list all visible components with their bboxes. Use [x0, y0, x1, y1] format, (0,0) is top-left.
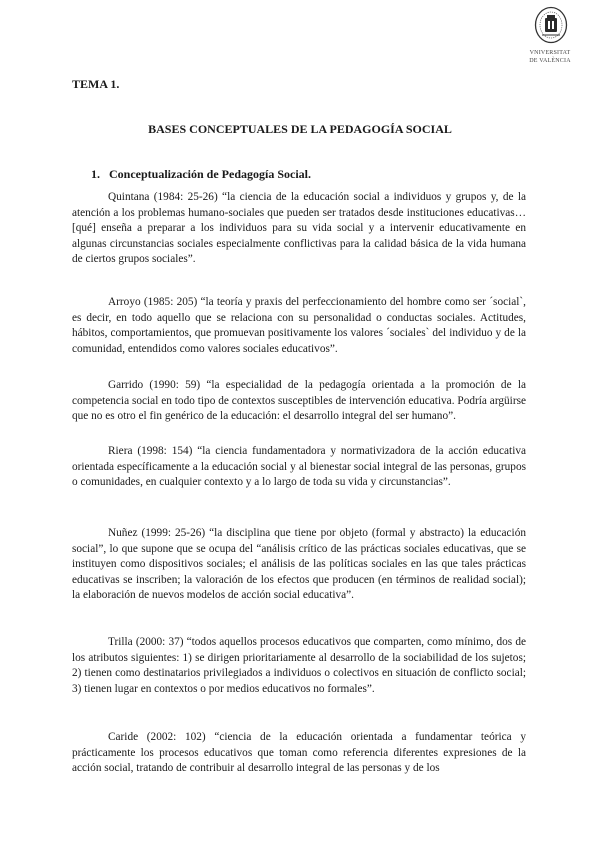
chapter-heading: TEMA 1.	[72, 77, 120, 91]
definition-paragraph: Riera (1998: 154) “la ciencia fundamentadora y normativizadora de la acción educativa orientada específicamente a la educación social y al bienestar social integral de las personas, grupos o comunidades, en cualquier contexto y a lo largo de toda su vida y circunstancias”.	[72, 445, 526, 489]
document-title: BASES CONCEPTUALES DE LA PEDAGOGÍA SOCIAL	[148, 122, 452, 136]
university-logo	[522, 6, 574, 68]
definition-paragraph: Caride (2002: 102) “ciencia de la educación orientada a fundamentar teórica y prácticamente los procesos educativos que toman como referencia diferentes expresiones de la acción social, tratando de contribuir al desarrollo integral de las personas y de los	[72, 731, 526, 775]
section-heading	[91, 167, 311, 182]
logo-motto-line1: VNIVERSITAT	[529, 50, 571, 56]
university-seal-icon	[534, 6, 568, 44]
definition-paragraph: Arroyo (1985: 205) “la teoría y praxis del perfeccionamiento del hombre como ser ´social`, es decir, en todo aquello que se relaciona con su personalidad o conductas sociales. Actitudes, hábitos, comportamientos, que promuevan positivamente los valores ´sociales` del individuo y de la comunidad, entendidos como valores sociales educativos”.	[72, 296, 526, 355]
section-title: Conceptualización de Pedagogía Social.	[109, 167, 311, 181]
definition-paragraph: Garrido (1990: 59) “la especialidad de la pedagogía orientada a la promoción de la competencia social en todo tipo de contextos susceptibles de intervención educativa. Podría argüirse que no es otro el fin genérico de la educación: el desarrollo integral del ser humano”.	[72, 379, 526, 423]
section-number: 1.	[91, 167, 100, 181]
definition-paragraph: Trilla (2000: 37) “todos aquellos procesos educativos que comparten, como mínimo, dos de los atributos siguientes: 1) se dirigen prioritariamente al desarrollo de la sociabilidad de los sujetos; 2) tienen como destinatarios privilegiados a individuos o colectivos en situación de conflicto social; 3) tienen lugar en contextos o por medios educativos no formales”.	[72, 636, 526, 695]
logo-motto-line2: DE VALÈNCIA	[529, 58, 571, 64]
definition-paragraph: Quintana (1984: 25-26) “la ciencia de la educación social a individuos y grupos y, de la atención a los problemas humano-sociales que pueden ser tratados desde instituciones educativas… [qué] enseña a preparar a los individuos para su vida social y a intervenir educativamente en algunas circunstancias sociales especialmente conflictivas para la calidad básica de la vida humana de ciertos grupos sociales”.	[72, 191, 526, 266]
definition-paragraph: Nuñez (1999: 25-26) “la disciplina que tiene por objeto (formal y abstracto) la educación social”, lo que supone que se ocupa del “análisis crítico de las prácticas sociales educativas, que se instituyen como dispositivos sociales; el análisis de las políticas sociales en las que tales prácticas educativas se inscriben; la valoración de los efectos que producen (en términos de realidad social); la elaboración de nuevos modelos de acción social educativa”.	[72, 527, 526, 602]
